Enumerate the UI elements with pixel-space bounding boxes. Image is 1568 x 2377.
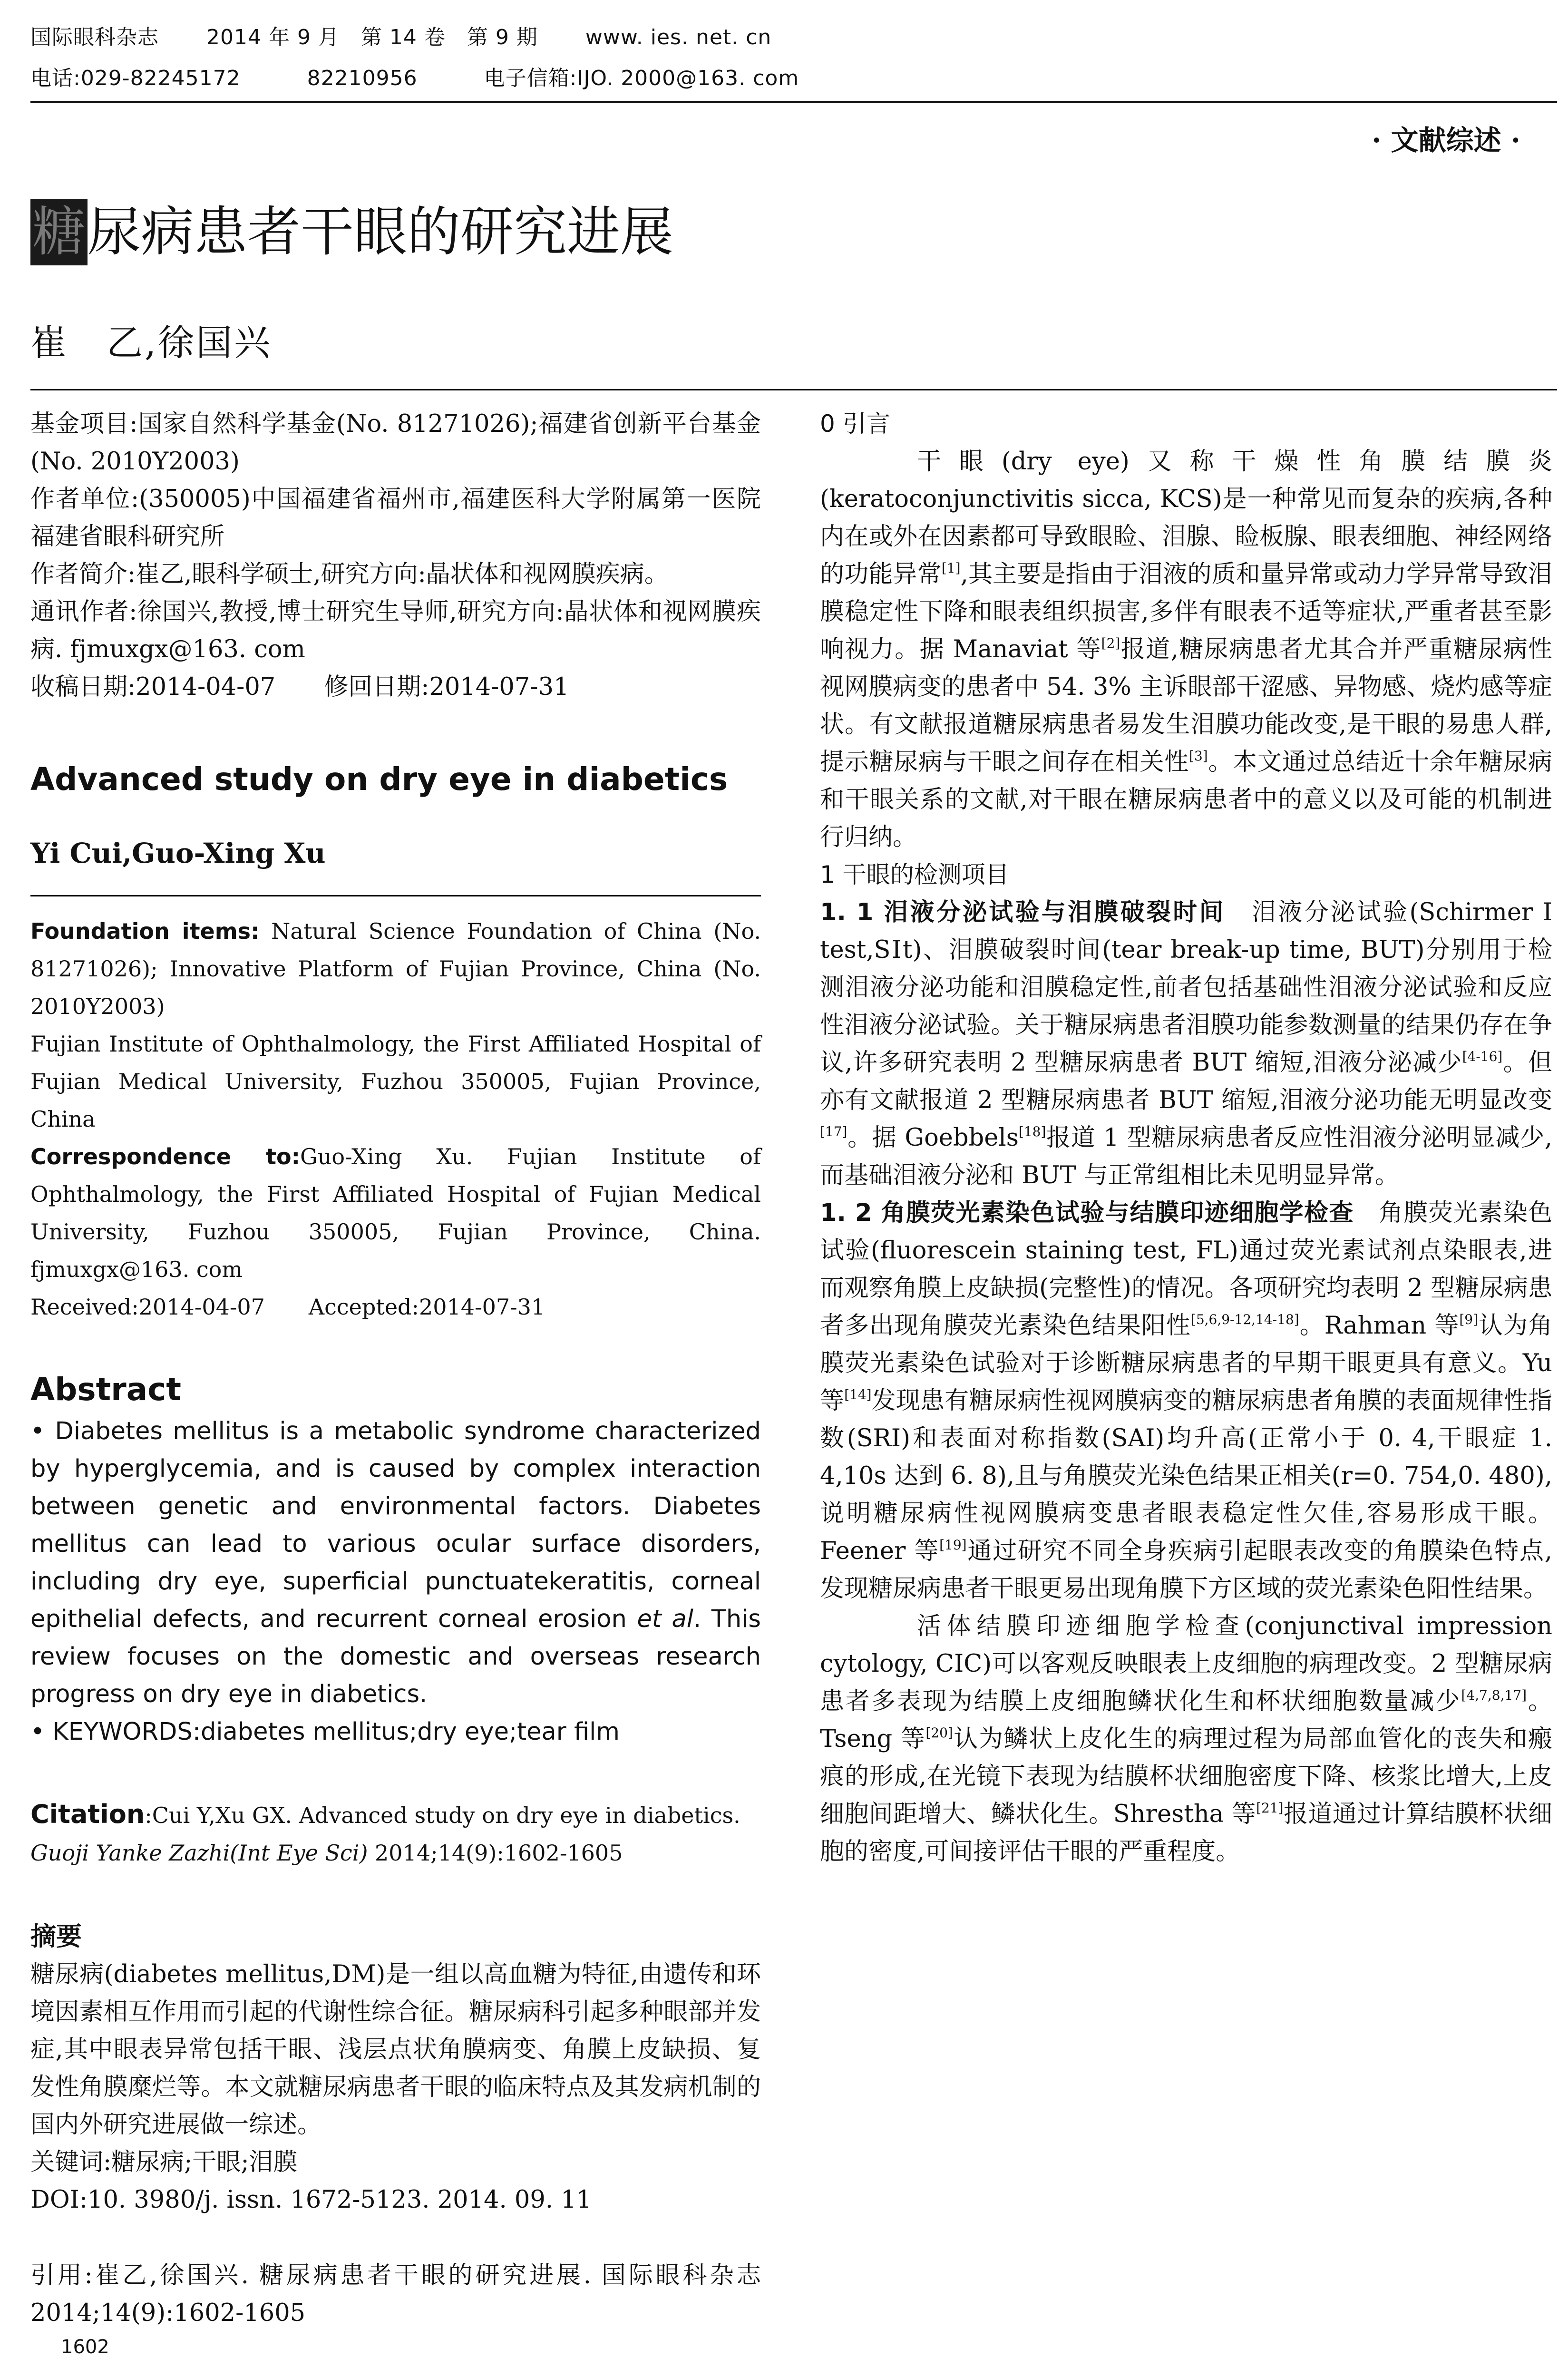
citation-tail: 2014;14(9):1602-1605 <box>368 1840 623 1866</box>
authors-cn: 崔 乙,徐国兴 <box>30 321 273 364</box>
received-en: Received:2014-04-07 Accepted:2014-07-31 <box>30 1294 545 1320</box>
abstract-et-al: et al <box>637 1605 693 1633</box>
section-introduction: 0 引言 <box>820 410 890 438</box>
contact-email: 电子信箱:IJO. 2000@163. com <box>484 66 799 90</box>
correspondence-text: Guo-Xing Xu. Fujian Institute of Ophthalmology, the First Affiliated Hospital of Fujian Medical University, Fuzhou 350005, Fujian Province, China. fjmuxgx@163. com <box>30 1144 761 1282</box>
phone-number: 电话:029-82245172 <box>30 66 241 90</box>
correspondence-cn: 通讯作者:徐国兴,教授,博士研究生导师,研究方向:晶状体和视网膜疾病. fjmuxgx@163. com <box>30 598 761 663</box>
journal-website: www. ies. net. cn <box>585 25 772 49</box>
abstract-body <box>30 1413 761 1713</box>
page-number: 1602 <box>61 2336 109 2358</box>
issue-info: 2014 年 9 月 第 14 卷 第 9 期 <box>206 25 538 49</box>
citation-label: Citation <box>30 1799 145 1829</box>
english-metadata <box>30 913 761 1326</box>
title-text: 尿病患者干眼的研究进展 <box>88 201 673 263</box>
phone-number-2: 82210956 <box>307 66 418 90</box>
cn-abstract-body: 糖尿病(diabetes mellitus,DM)是一组以高血糖为特征,由遗传和环境因素相互作用而引起的代谢性综合征。糖尿病科引起多种眼部并发症,其中眼表异常包括干眼、浅层点状角膜病变、角膜上皮缺损、复发性角膜糜烂等。本文就糖尿病患者干眼的临床特点及其发病机制的国内外研究进展做一综述。 <box>30 1960 761 2139</box>
para-impression-cytology: 活体结膜印迹细胞学检查(conjunctival impression cytology, CIC)可以客观反映眼表上皮细胞的病理改变。2 型糖尿病患者多表现为结膜上皮细胞鳞状化生和杯状细胞数量减少[4,7,8,17]。Tseng 等[20]认为鳞状上皮化生的病理过程为局部血管化的丧失和瘢痕的形成,在光镜下表现为结膜杯状细胞密度下降、核浆比增大,上皮细胞间距增大、鳞状化生。Shrestha 等[21]报道通过计算结膜杯状细胞的密度,可间接评估干眼的严重程度。 <box>820 1612 1552 1866</box>
article-title <box>30 199 673 265</box>
citation-journal: Guoji Yanke Zazhi(Int Eye Sci) <box>30 1840 368 1866</box>
abstract-keywords: • KEYWORDS:diabetes mellitus;dry eye;tear film <box>30 1718 620 1746</box>
title-drop-char: 糖 <box>30 199 88 265</box>
contact-line <box>30 64 1538 93</box>
section-detection: 1 干眼的检测项目 <box>820 861 1009 888</box>
right-column <box>820 405 1552 1870</box>
affiliation-cn: 作者单位:(350005)中国福建省福州市,福建医科大学附属第一医院 福建省眼科研究所 <box>30 485 761 551</box>
cn-citation: 引用:崔乙,徐国兴. 糖尿病患者干眼的研究进展. 国际眼科杂志 2014;14(9):1602-1605 <box>30 2261 761 2327</box>
affiliation-en: Fujian Institute of Ophthalmology, the First Affiliated Hospital of Fujian Medical University, Fuzhou 350005, Fujian Province, China <box>30 1031 761 1132</box>
cn-abstract-heading: 摘要 <box>30 1921 82 1951</box>
citation-text: :Cui Y,Xu GX. Advanced study on dry eye in diabetics. <box>145 1802 740 1828</box>
abstract-heading: Abstract <box>30 1371 181 1408</box>
subsection-1-1: 1. 1 泪液分泌试验与泪膜破裂时间 <box>820 898 1226 926</box>
dates-cn: 收稿日期:2014-04-07 修回日期:2014-07-31 <box>30 673 569 701</box>
foundation-cn: 基金项目:国家自然科学基金(No. 81271026);福建省创新平台基金(No. 2010Y2003) <box>30 410 761 476</box>
english-title: Advanced study on dry eye in diabetics <box>30 761 728 798</box>
subsection-1-2: 1. 2 角膜荧光素染色试验与结膜印迹细胞学检查 <box>820 1199 1354 1227</box>
author-bio-cn: 作者简介:崔乙,眼科学硕士,研究方向:晶状体和视网膜疾病。 <box>30 560 669 588</box>
correspondence-en <box>30 1138 761 1288</box>
correspondence-label: Correspondence to: <box>30 1144 301 1169</box>
abstract-text: • Diabetes mellitus is a metabolic syndrome characterized by hyperglycemia, and is caused by complex interaction between genetic and environmental factors. Diabetes mellitus can lead to various ocular surface disorders, including dry eye, superficial punctuatekeratitis, corneal epithelial defects, and recurrent corneal erosion <box>30 1417 761 1633</box>
english-rule <box>30 895 761 896</box>
running-header <box>30 23 1538 52</box>
title-rule <box>30 389 1557 390</box>
foundation-text: Natural Science Foundation of China (No. 81271026); Innovative Platform of Fujian Province, China (No. 2010Y2003) <box>30 918 761 1019</box>
journal-name: 国际眼科杂志 <box>30 25 159 49</box>
cn-keywords: 关键词:糖尿病;干眼;泪膜 <box>30 2148 298 2176</box>
citation-block <box>30 1795 761 1872</box>
english-authors: Yi Cui,Guo-Xing Xu <box>30 837 326 869</box>
doi: DOI:10. 3980/j. issn. 1672-5123. 2014. 09. 11 <box>30 2186 592 2214</box>
foundation-label: Foundation items: <box>30 918 260 944</box>
intro-paragraph: 干眼(dry eye)又称干燥性角膜结膜炎(keratoconjunctivitis sicca, KCS)是一种常见而复杂的疾病,各种内在或外在因素都可导致眼睑、泪腺、睑板腺、眼表细胞、神经网络的功能异常[1],其主要是指由于泪液的质和量异常或动力学异常导致泪膜稳定性下降和眼表组织损害,多伴有眼表不适等症状,严重者甚至影响视力。据 Manaviat 等[2]报道,糖尿病患者尤其合并严重糖尿病性视网膜病变的患者中 54. 3% 主诉眼部干涩感、异物感、烧灼感等症状。有文献报道糖尿病患者易发生泪膜功能改变,是干眼的易患人群,提示糖尿病与干眼之间存在相关性[3]。本文通过总结近十余年糖尿病和干眼关系的文献,对干眼在糖尿病患者中的意义以及可能的机制进行归纳。 <box>820 448 1553 851</box>
left-column <box>30 405 761 2332</box>
section-label: · 文献综述 · <box>1372 124 1520 156</box>
abstract-text-end: . This review focuses on the domestic and overseas research progress on dry eye in diabetics. <box>30 1605 761 1708</box>
para-tear-secretion: 1. 1 泪液分泌试验与泪膜破裂时间 泪液分泌试验(Schirmer Ⅰ test,SⅠt)、泪膜破裂时间(tear break-up time, BUT)分别用于检测泪液分泌功能和泪膜稳定性,前者包括基础性泪液分泌试验和反应性泪液分泌试验。关于糖尿病患者泪膜功能参数测量的结果仍存在争议,许多研究表明 2 型糖尿病患者 BUT 缩短,泪液分泌减少[4-16]。但亦有文献报道 2 型糖尿病患者 BUT 缩短,泪液分泌功能无明显改变[17]。据 Goebbels[18]报道 1 型糖尿病患者反应性泪液分泌明显减少,而基础泪液分泌和 BUT 与正常组相比未见明显异常。 <box>820 898 1553 1189</box>
para-fluorescein: 1. 2 角膜荧光素染色试验与结膜印迹细胞学检查 角膜荧光素染色试验(fluorescein staining test, FL)通过荧光素试剂点染眼表,进而观察角膜上皮缺损(完整性)的情况。各项研究均表明 2 型糖尿病患者多出现角膜荧光素染色结果阳性[5,6,9-12,14-18]。Rahman 等[9]认为角膜荧光素染色试验对于诊断糖尿病患者的早期干眼更具有意义。Yu 等[14]发现患有糖尿病性视网膜病变的糖尿病患者角膜的表面规律性指数(SRI)和表面对称指数(SAI)均升高(正常小于 0. 4,干眼症 1. 4,10s 达到 6. 8),且与角膜荧光染色结果正相关(r=0. 754,0. 480),说明糖尿病性视网膜病变患者眼表稳定性欠佳,容易形成干眼。Feener 等[19]通过研究不同全身疾病引起眼表改变的角膜染色特点,发现糖尿病患者干眼更易出现角膜下方区域的荧光素染色阳性结果。 <box>820 1199 1552 1603</box>
header-rule <box>30 101 1557 103</box>
foundation-en <box>30 913 761 1025</box>
